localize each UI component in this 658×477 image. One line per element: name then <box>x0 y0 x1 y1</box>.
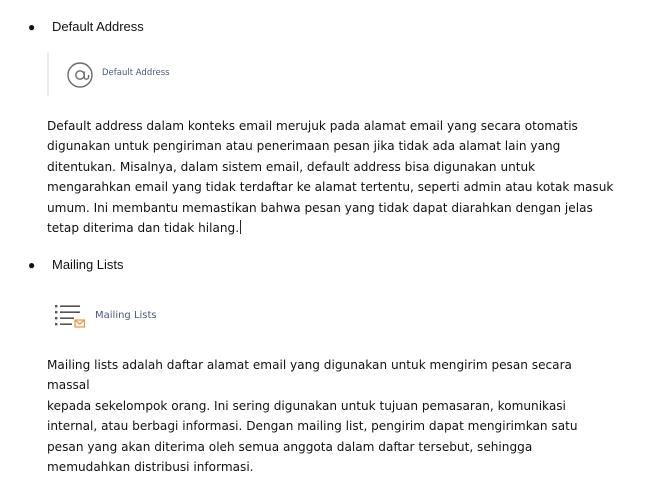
mailing-list-icon <box>54 304 86 330</box>
paragraph-line: Default address dalam konteks email merujuk pada alamat email yang secara otomatis <box>47 119 578 133</box>
paragraph-line: umum. Ini membantu memastikan bahwa pesan yang tidak dapat diarahkan dengan jelas <box>47 200 593 215</box>
bullet-icon: ● <box>28 20 36 34</box>
bullet-icon: ● <box>28 258 36 272</box>
list-item-mailing-lists <box>0 255 658 275</box>
at-sign-icon <box>66 61 94 89</box>
paragraph-line: internal, atau berbagi informasi. Dengan mailing list, pengirim dapat mengirimkan satu <box>47 419 578 434</box>
default-address-description <box>47 116 617 238</box>
mailing-lists-description <box>47 355 617 477</box>
heading-mailing-lists: Mailing Lists <box>52 257 124 272</box>
paragraph-line: mengarahkan email yang tidak terdaftar ke alamat tertentu, seperti admin atau kotak masuk <box>47 180 614 195</box>
default-address-thumbnail <box>47 52 177 96</box>
paragraph-line: kepada sekelompok orang. Ini sering digunakan untuk tujuan pemasaran, komunikasi <box>47 398 566 413</box>
paragraph-line: pesan yang akan diterima oleh semua anggota dalam daftar tersebut, sehingga <box>47 439 533 454</box>
mailing-lists-thumbnail <box>47 292 177 338</box>
paragraph-line: Mailing lists adalah daftar alamat email yang digunakan untuk mengirim pesan secara massal <box>47 358 572 393</box>
list-item-default-address <box>0 17 658 37</box>
text-cursor <box>240 220 241 234</box>
mailing-lists-thumb-label: Mailing Lists <box>95 310 157 321</box>
heading-default-address: Default Address <box>52 19 144 34</box>
paragraph-line-last <box>47 218 617 238</box>
paragraph-line-text: tetap diterima dan tidak hilang. <box>47 221 240 236</box>
paragraph-line: ditentukan. Misalnya, dalam sistem email, default address bisa digunakan untuk <box>47 159 536 174</box>
paragraph-line: memudahkan distribusi informasi. <box>47 460 254 475</box>
paragraph-line: digunakan untuk pengiriman atau penerimaan pesan jika tidak ada alamat lain yang <box>47 139 561 154</box>
default-address-thumb-label: Default Address <box>102 68 170 78</box>
